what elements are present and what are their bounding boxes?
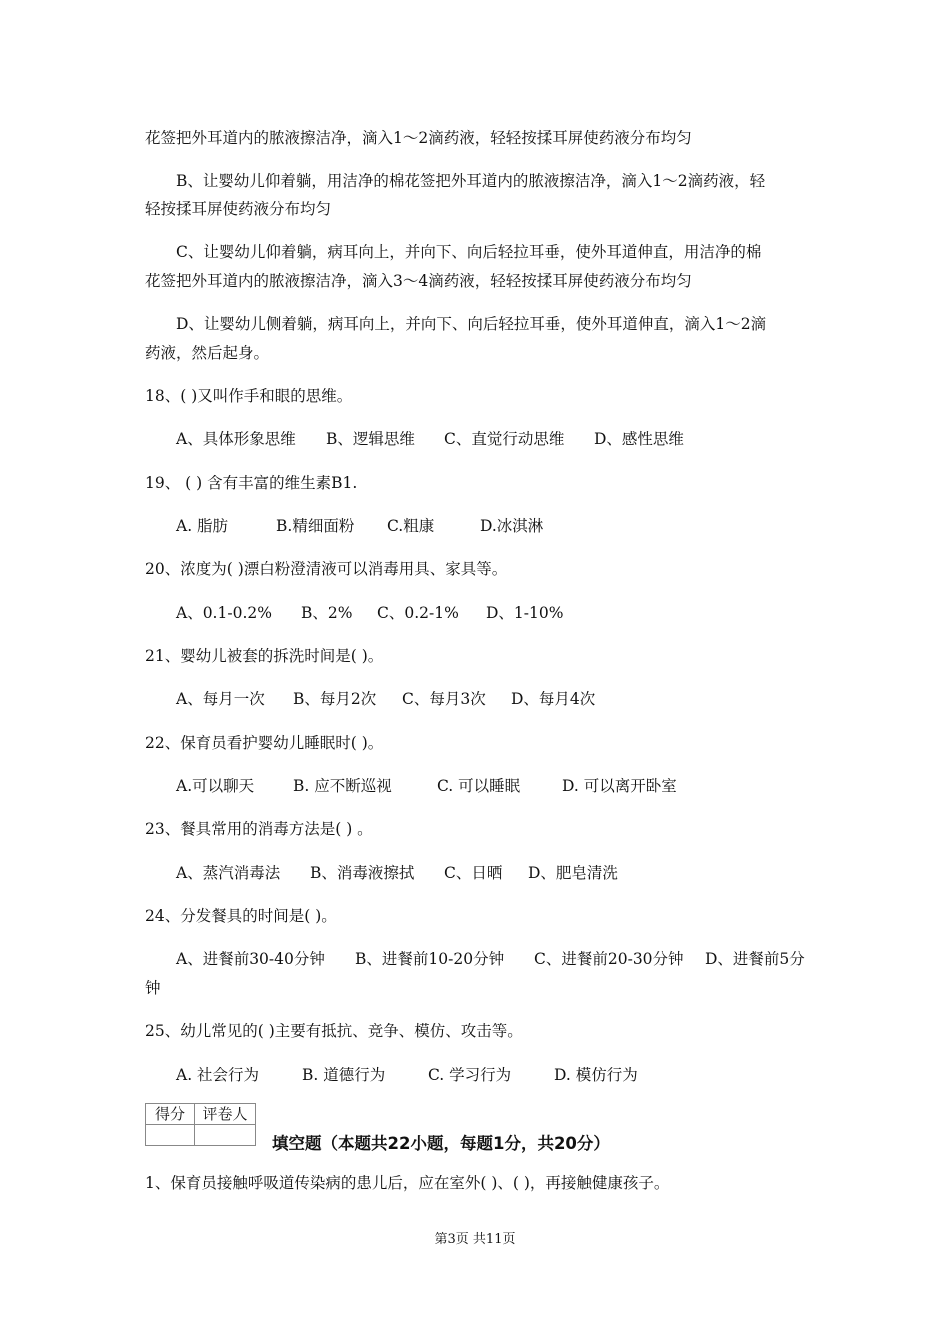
question-22-options xyxy=(176,775,826,797)
question-18-stem: 18、( )又叫作手和眼的思维。 xyxy=(145,387,353,405)
score-cell xyxy=(146,1125,195,1146)
option-c: C、进餐前20-30分钟 xyxy=(534,950,684,968)
question-24-stem: 24、分发餐具的时间是( )。 xyxy=(145,907,337,925)
option-c: C. 可以睡眠 xyxy=(437,777,521,795)
score-label: 得分 xyxy=(146,1104,195,1125)
score-table xyxy=(145,1103,256,1146)
option-a: A、蒸汽消毒法 xyxy=(176,864,281,882)
option-c: C、直觉行动思维 xyxy=(444,430,565,448)
option-d: D、进餐前5分 xyxy=(705,950,805,968)
option-a: A. 社会行为 xyxy=(176,1066,260,1084)
option-c: C、日晒 xyxy=(444,864,503,882)
option-b: B. 道德行为 xyxy=(302,1066,386,1084)
option-c: C、每月3次 xyxy=(402,690,486,708)
question-25-stem: 25、幼儿常见的( )主要有抵抗、竞争、模仿、攻击等。 xyxy=(145,1022,523,1040)
option-b: B、进餐前10-20分钟 xyxy=(355,950,505,968)
text-line: 轻按揉耳屏使药液分布均匀 xyxy=(145,200,332,218)
grader-cell xyxy=(195,1125,256,1146)
question-24-options xyxy=(176,948,826,970)
option-c: C、0.2-1% xyxy=(377,604,459,622)
section-title: 填空题（本题共22小题，每题1分，共20分） xyxy=(272,1134,610,1153)
question-19-options xyxy=(176,515,826,537)
option-d: D、感性思维 xyxy=(594,430,684,448)
option-b: B、每月2次 xyxy=(293,690,377,708)
option-d: D、肥皂清洗 xyxy=(528,864,618,882)
option-b: B. 应不断巡视 xyxy=(293,777,392,795)
question-18-options xyxy=(176,428,826,450)
option-a: A.可以聊天 xyxy=(176,777,255,795)
question-19-stem: 19、 ( ) 含有丰富的维生素B1. xyxy=(145,474,358,492)
option-c-text: C、让婴幼儿仰着躺，病耳向上，并向下、向后轻拉耳垂，使外耳道伸直，用洁净的棉 xyxy=(176,243,762,261)
option-d: D.冰淇淋 xyxy=(480,517,544,535)
text-line: 药液，然后起身。 xyxy=(145,344,270,362)
option-d: D、每月4次 xyxy=(511,690,596,708)
option-a: A、具体形象思维 xyxy=(176,430,296,448)
option-c: C.粗康 xyxy=(387,517,435,535)
question-21-stem: 21、婴幼儿被套的拆洗时间是( )。 xyxy=(145,647,384,665)
question-21-options xyxy=(176,688,826,710)
text-line: 花签把外耳道内的脓液擦洁净，滴入3～4滴药液，轻轻按揉耳屏使药液分布均匀 xyxy=(145,272,692,290)
option-a: A、每月一次 xyxy=(176,690,265,708)
option-d: D. 可以离开卧室 xyxy=(562,777,677,795)
option-b: B、2% xyxy=(301,604,353,622)
question-20-stem: 20、浓度为( )漂白粉澄清液可以消毒用具、家具等。 xyxy=(145,560,508,578)
fill-question-1: 1、保育员接触呼吸道传染病的患儿后，应在室外( )、( )，再接触健康孩子。 xyxy=(145,1174,670,1192)
option-d-text: D、让婴幼儿侧着躺，病耳向上，并向下、向后轻拉耳垂，使外耳道伸直，滴入1～2滴 xyxy=(176,315,767,333)
question-23-options xyxy=(176,862,826,884)
option-d: D、1-10% xyxy=(486,604,564,622)
option-b: B.精细面粉 xyxy=(276,517,355,535)
question-22-stem: 22、保育员看护婴幼儿睡眠时( )。 xyxy=(145,734,384,752)
question-20-options xyxy=(176,602,826,624)
option-a: A. 脂肪 xyxy=(176,517,229,535)
page-footer: 第3页 共11页 xyxy=(434,1232,516,1247)
text-line: 花签把外耳道内的脓液擦洁净，滴入1～2滴药液，轻轻按揉耳屏使药液分布均匀 xyxy=(145,129,692,147)
option-b-text: B、让婴幼儿仰着躺，用洁净的棉花签把外耳道内的脓液擦洁净，滴入1～2滴药液，轻 xyxy=(176,172,766,190)
question-23-stem: 23、餐具常用的消毒方法是( ) 。 xyxy=(145,820,373,838)
option-d: D. 模仿行为 xyxy=(554,1066,638,1084)
option-c: C. 学习行为 xyxy=(428,1066,512,1084)
option-b: B、消毒液擦拭 xyxy=(310,864,415,882)
option-wrap-text: 钟 xyxy=(145,979,161,997)
option-b: B、逻辑思维 xyxy=(326,430,415,448)
option-a: A、0.1-0.2% xyxy=(176,604,272,622)
question-25-options xyxy=(176,1064,826,1086)
grader-label: 评卷人 xyxy=(195,1104,256,1125)
option-a: A、进餐前30-40分钟 xyxy=(176,950,325,968)
